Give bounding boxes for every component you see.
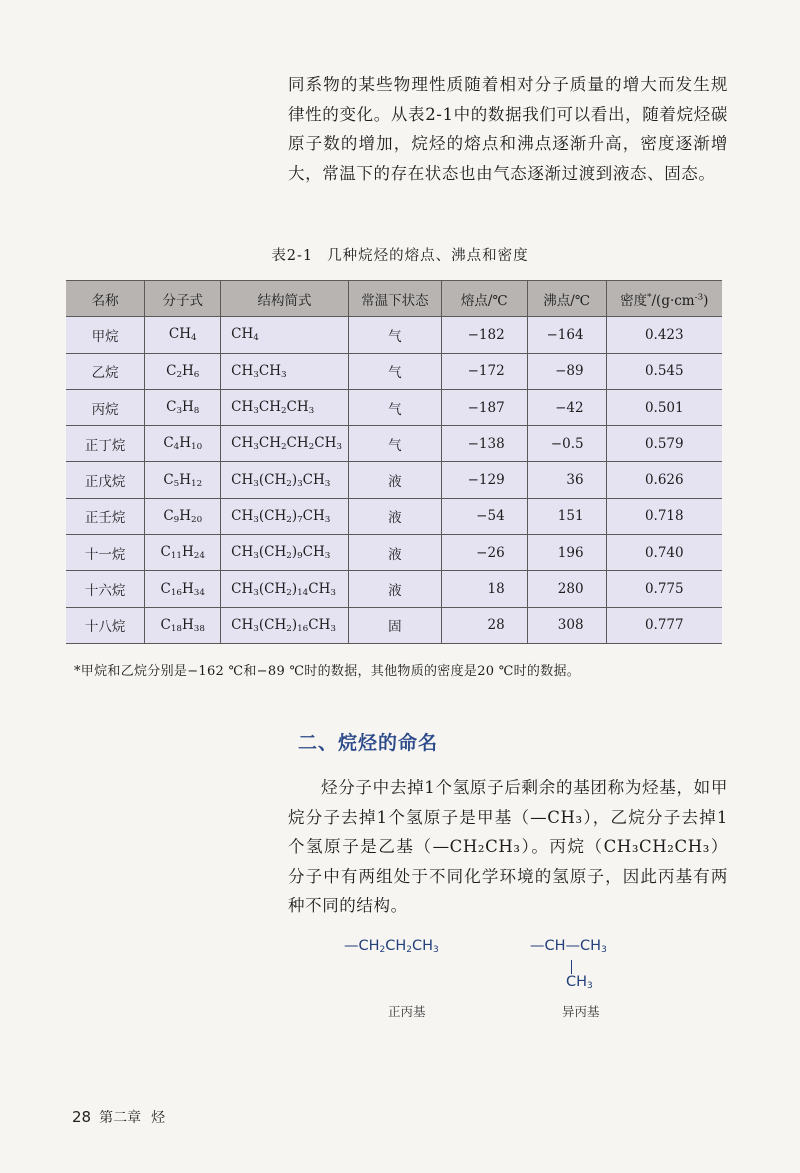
table-caption-text: 几种烷烃的熔点、沸点和密度 bbox=[327, 248, 529, 264]
table-row bbox=[66, 498, 722, 534]
cell-melting: −187 bbox=[441, 389, 527, 425]
header-structure: 结构简式 bbox=[221, 281, 349, 317]
chapter-label: 第二章 bbox=[99, 1110, 142, 1126]
table-row bbox=[66, 535, 722, 571]
propyl-structures bbox=[330, 930, 690, 1030]
cell-density: 0.740 bbox=[606, 535, 722, 571]
cell-structure: $CH_3(CH_2)_9CH_3$ bbox=[221, 535, 349, 571]
cell-formula: $CH_4$ bbox=[145, 317, 221, 353]
cell-boiling: 308 bbox=[527, 607, 606, 643]
cell-name: 十六烷 bbox=[66, 571, 145, 607]
cell-structure: $CH_3(CH_2)_{14}CH_3$ bbox=[221, 571, 349, 607]
table-footnote: *甲烷和乙烷分别是−162 ℃和−89 ℃时的数据，其他物质的密度是20 ℃时的数据。 bbox=[74, 664, 581, 679]
cell-structure: $CH_3(CH_2)_{16}CH_3$ bbox=[221, 607, 349, 643]
cell-name: 正丁烷 bbox=[66, 426, 145, 462]
naming-paragraph: 烃分子中去掉1个氢原子后剩余的基团称为烃基，如甲烷分子去掉1个氢原子是甲基（—CH₃），乙烷分子去掉1个氢原子是乙基（—CH₂CH₃）。丙烷（CH₃CH₂CH₃）分子中有两组处于不同化学环境的氢原子，因此丙基有两种不同的结构。 bbox=[288, 778, 728, 915]
cell-state: 液 bbox=[348, 462, 441, 498]
cell-formula: $C_4H_{10}$ bbox=[145, 426, 221, 462]
cell-name: 甲烷 bbox=[66, 317, 145, 353]
cell-name: 正戊烷 bbox=[66, 462, 145, 498]
cell-structure: $CH_3(CH_2)_3CH_3$ bbox=[221, 462, 349, 498]
isopropyl-formula-top: $—CH—CH_3$ bbox=[530, 938, 607, 955]
cell-boiling: −89 bbox=[527, 353, 606, 389]
cell-density: 0.718 bbox=[606, 498, 722, 534]
header-melting-point: 熔点/℃ bbox=[441, 281, 527, 317]
cell-state: 气 bbox=[348, 426, 441, 462]
page-number: 28 bbox=[72, 1108, 92, 1126]
cell-boiling: 196 bbox=[527, 535, 606, 571]
cell-name: 乙烷 bbox=[66, 353, 145, 389]
alkane-properties-table bbox=[66, 280, 722, 644]
cell-melting: 18 bbox=[441, 571, 527, 607]
cell-boiling: 280 bbox=[527, 571, 606, 607]
table-row bbox=[66, 571, 722, 607]
cell-structure: $CH_3CH_2CH_2CH_3$ bbox=[221, 426, 349, 462]
table-caption bbox=[0, 244, 800, 265]
cell-formula: $C_{18}H_{38}$ bbox=[145, 607, 221, 643]
cell-structure: $CH_3(CH_2)_7CH_3$ bbox=[221, 498, 349, 534]
header-name: 名称 bbox=[66, 281, 145, 317]
cell-boiling: −0.5 bbox=[527, 426, 606, 462]
cell-state: 气 bbox=[348, 353, 441, 389]
cell-boiling: 151 bbox=[527, 498, 606, 534]
table-row bbox=[66, 607, 722, 643]
cell-formula: $C_{16}H_{34}$ bbox=[145, 571, 221, 607]
cell-state: 气 bbox=[348, 317, 441, 353]
cell-melting: −138 bbox=[441, 426, 527, 462]
cell-name: 丙烷 bbox=[66, 389, 145, 425]
cell-formula: $C_2H_6$ bbox=[145, 353, 221, 389]
cell-name: 十一烷 bbox=[66, 535, 145, 571]
cell-boiling: 36 bbox=[527, 462, 606, 498]
isopropyl-bond bbox=[571, 960, 572, 974]
cell-density: 0.626 bbox=[606, 462, 722, 498]
naming-paragraph-block bbox=[288, 773, 728, 921]
cell-formula: $C_3H_8$ bbox=[145, 389, 221, 425]
cell-state: 气 bbox=[348, 389, 441, 425]
cell-state: 液 bbox=[348, 535, 441, 571]
cell-density: 0.777 bbox=[606, 607, 722, 643]
intro-paragraph: 同系物的某些物理性质随着相对分子质量的增大而发生规律性的变化。从表2-1中的数据我们可以看出，随着烷烃碳原子数的增加，烷烃的熔点和沸点逐渐升高，密度逐渐增大，常温下的存在状态也由气态逐渐过渡到液态、固态。 bbox=[288, 75, 728, 183]
cell-name: 十八烷 bbox=[66, 607, 145, 643]
table-row bbox=[66, 317, 722, 353]
header-state: 常温下状态 bbox=[348, 281, 441, 317]
cell-melting: −129 bbox=[441, 462, 527, 498]
cell-melting: −182 bbox=[441, 317, 527, 353]
chapter-title: 烃 bbox=[151, 1110, 166, 1126]
intro-paragraph-block bbox=[288, 70, 728, 188]
cell-boiling: −164 bbox=[527, 317, 606, 353]
cell-density: 0.423 bbox=[606, 317, 722, 353]
cell-melting: 28 bbox=[441, 607, 527, 643]
section-title: 二、烷烃的命名 bbox=[298, 732, 439, 754]
cell-density: 0.501 bbox=[606, 389, 722, 425]
table-row bbox=[66, 426, 722, 462]
cell-density: 0.775 bbox=[606, 571, 722, 607]
header-boiling-point: 沸点/℃ bbox=[527, 281, 606, 317]
table-row bbox=[66, 353, 722, 389]
cell-state: 液 bbox=[348, 571, 441, 607]
cell-structure: $CH_3CH_3$ bbox=[221, 353, 349, 389]
header-formula: 分子式 bbox=[145, 281, 221, 317]
page-footer bbox=[72, 1107, 165, 1127]
table-header-row bbox=[66, 281, 722, 317]
cell-melting: −172 bbox=[441, 353, 527, 389]
header-density: 密度$^*/(g\cdot cm^{-3})$ bbox=[606, 281, 722, 317]
cell-formula: $C_5H_{12}$ bbox=[145, 462, 221, 498]
cell-structure: $CH_3CH_2CH_3$ bbox=[221, 389, 349, 425]
cell-formula: $C_{11}H_{24}$ bbox=[145, 535, 221, 571]
table-caption-number: 表2-1 bbox=[271, 248, 314, 264]
cell-formula: $C_9H_{20}$ bbox=[145, 498, 221, 534]
cell-density: 0.545 bbox=[606, 353, 722, 389]
cell-structure: $CH_4$ bbox=[221, 317, 349, 353]
table-row bbox=[66, 389, 722, 425]
cell-state: 液 bbox=[348, 498, 441, 534]
n-propyl-label: 正丙基 bbox=[388, 1004, 426, 1019]
cell-melting: −54 bbox=[441, 498, 527, 534]
cell-density: 0.579 bbox=[606, 426, 722, 462]
table-body bbox=[66, 317, 722, 644]
cell-melting: −26 bbox=[441, 535, 527, 571]
isopropyl-formula-bottom: $CH_3$ bbox=[566, 974, 593, 991]
n-propyl-formula: $—CH_2CH_2CH_3$ bbox=[344, 938, 439, 955]
isopropyl-label: 异丙基 bbox=[562, 1004, 600, 1019]
cell-boiling: −42 bbox=[527, 389, 606, 425]
cell-name: 正壬烷 bbox=[66, 498, 145, 534]
cell-state: 固 bbox=[348, 607, 441, 643]
table-row bbox=[66, 462, 722, 498]
